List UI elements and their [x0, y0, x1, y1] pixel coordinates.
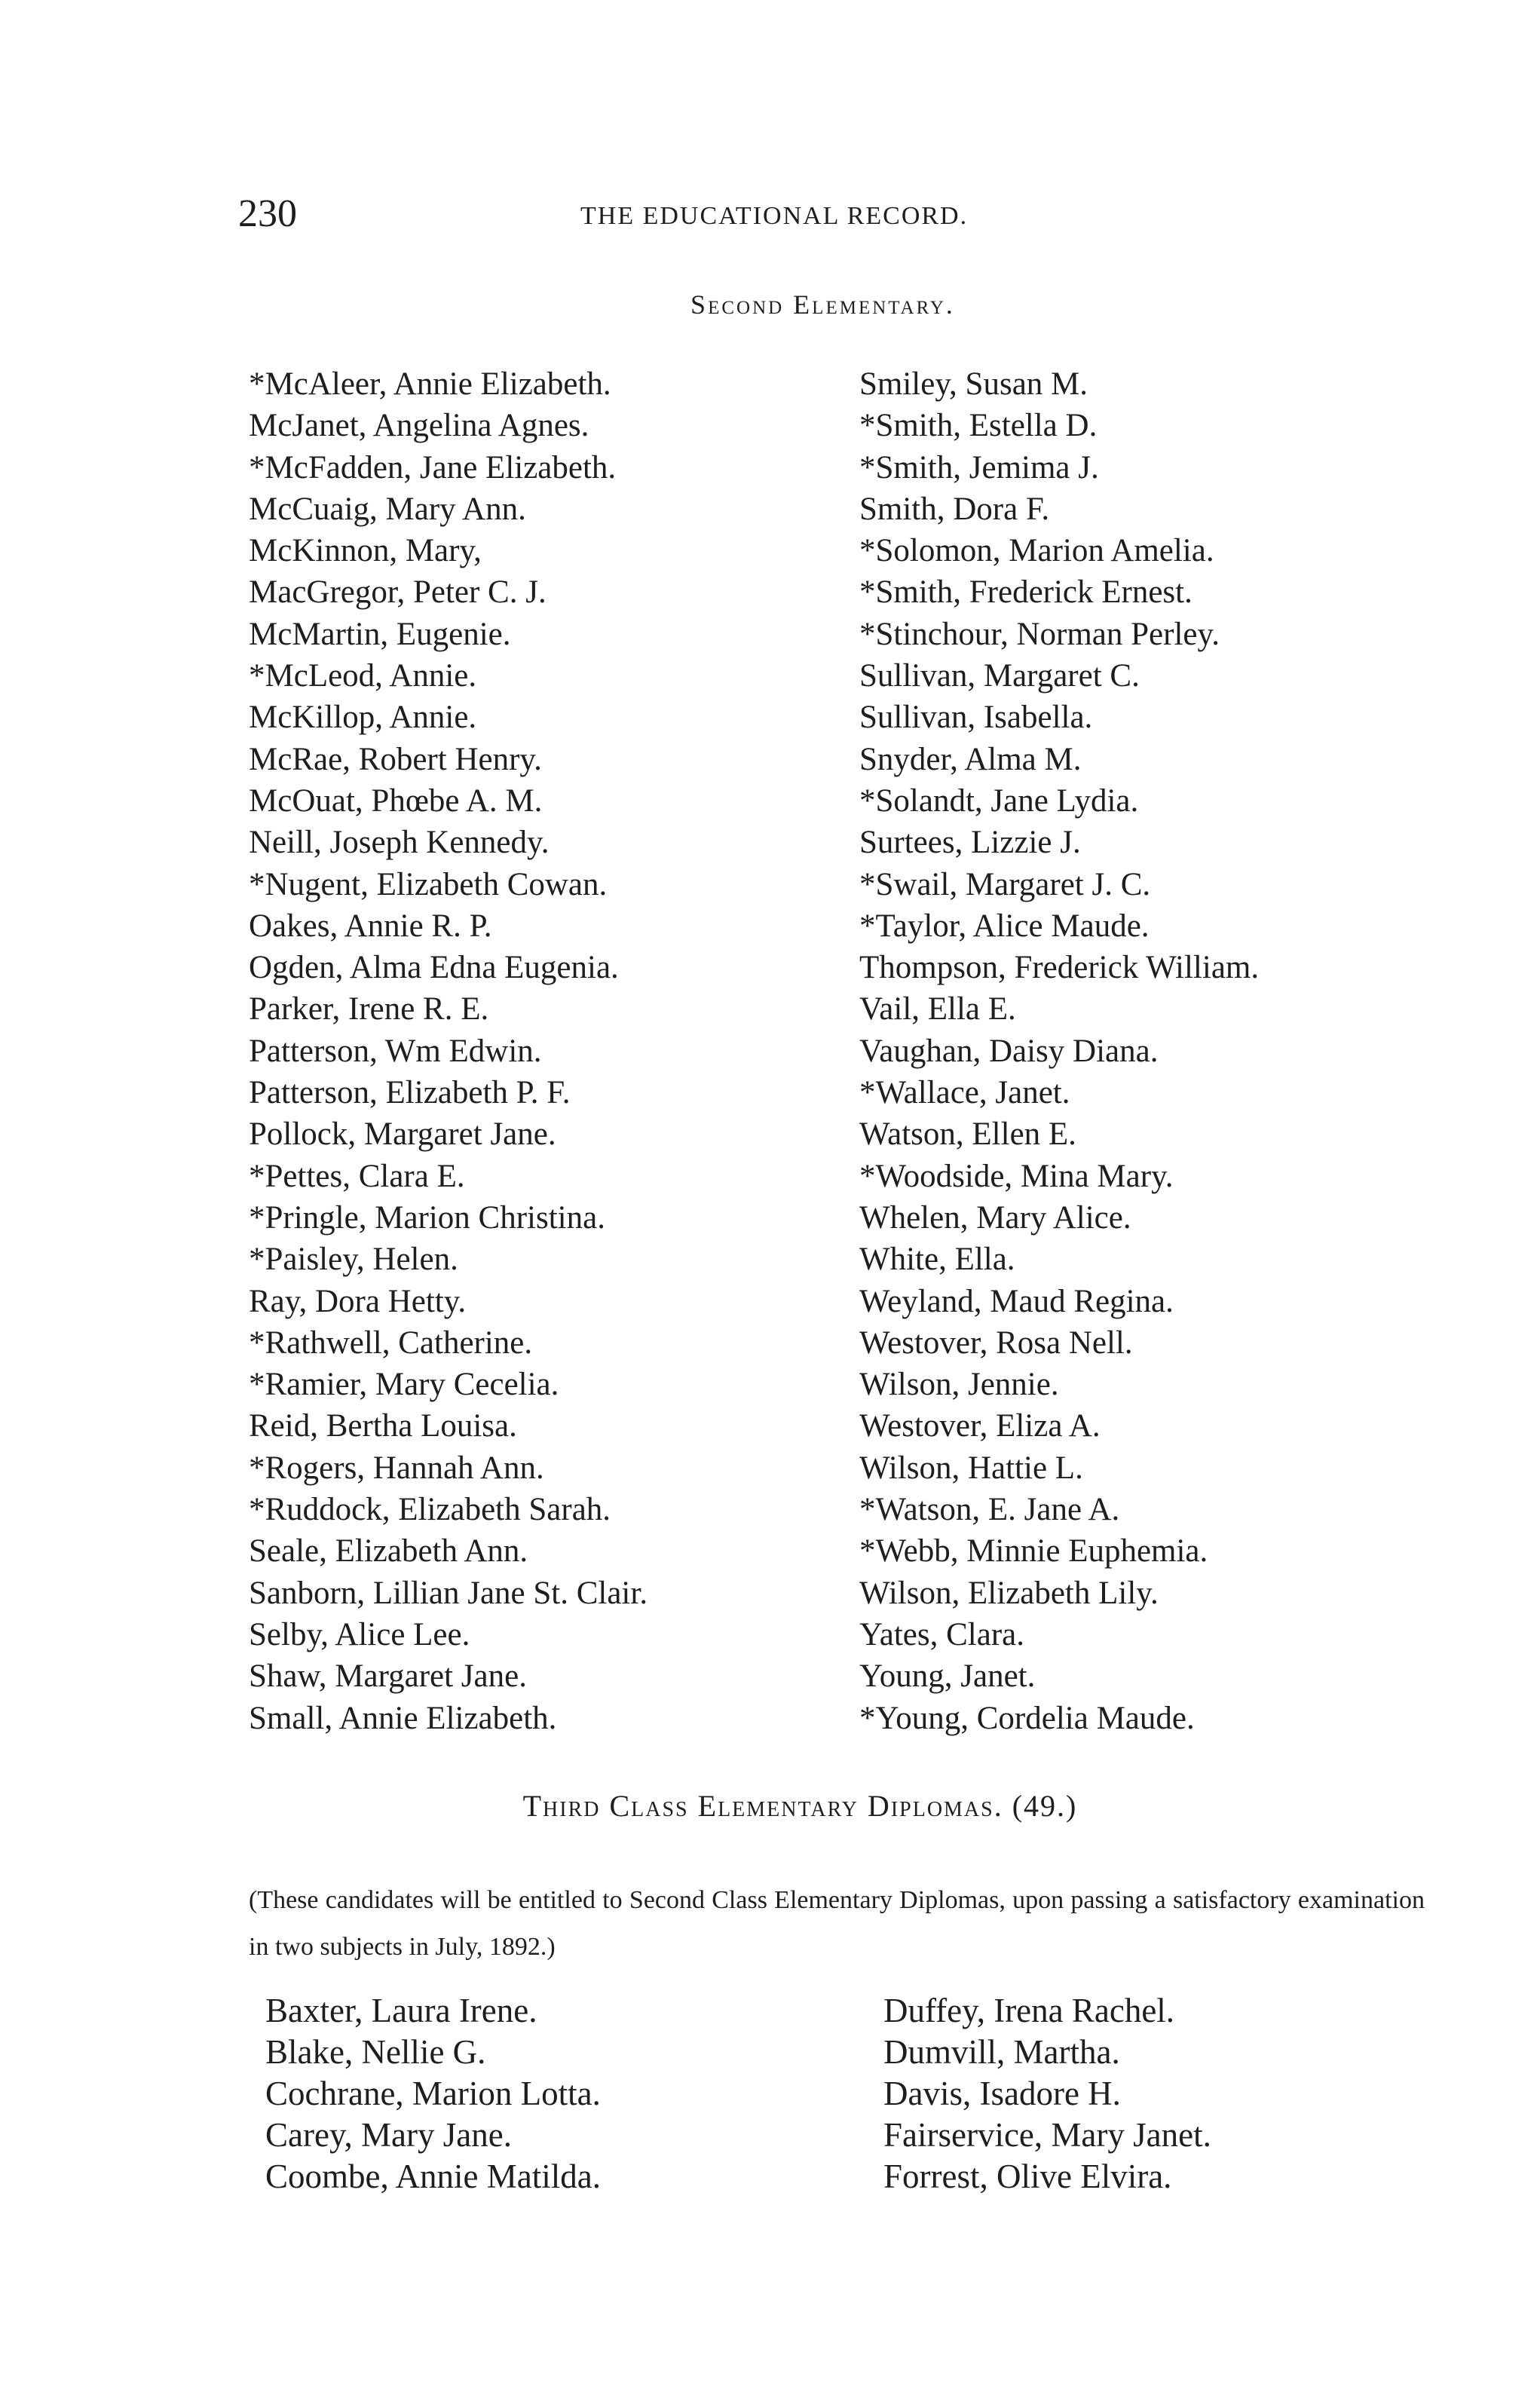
name-entry: Westover, Rosa Nell. — [859, 1325, 1133, 1361]
name-entry: McRae, Robert Henry. — [249, 741, 542, 777]
name-entry: McKinnon, Mary, — [249, 533, 482, 569]
name-entry: *Pettes, Clara E. — [249, 1158, 465, 1194]
name-entry: *Young, Cordelia Maude. — [859, 1700, 1195, 1736]
name-entry: Parker, Irene R. E. — [249, 991, 489, 1027]
name-entry: Blake, Nellie G. — [265, 2033, 486, 2071]
name-entry: McKillop, Annie. — [249, 700, 477, 736]
name-entry: Weyland, Maud Regina. — [859, 1283, 1174, 1319]
second-elementary-right-column — [859, 363, 1259, 1739]
name-entry: Pollock, Margaret Jane. — [249, 1116, 556, 1153]
section-heading-third-class: Third Class Elementary Diplomas. (49.) — [522, 1789, 1078, 1823]
name-entry: McOuat, Phœbe A. M. — [249, 782, 543, 819]
name-entry: Shaw, Margaret Jane. — [249, 1658, 527, 1695]
name-entry: *McAleer, Annie Elizabeth. — [249, 366, 611, 402]
name-entry: *Rathwell, Catherine. — [249, 1325, 533, 1361]
name-entry: Forrest, Olive Elvira. — [883, 2158, 1172, 2195]
name-entry: White, Ella. — [859, 1242, 1015, 1278]
name-entry: Wilson, Jennie. — [859, 1367, 1059, 1403]
name-entry: Small, Annie Elizabeth. — [249, 1700, 557, 1736]
name-entry: Vaughan, Daisy Diana. — [859, 1033, 1159, 1069]
name-entry: *McLeod, Annie. — [249, 658, 477, 694]
name-entry: Cochrane, Marion Lotta. — [265, 2075, 601, 2112]
name-entry: *Woodside, Mina Mary. — [859, 1158, 1174, 1194]
name-entry: Sanborn, Lillian Jane St. Clair. — [249, 1575, 648, 1611]
name-entry: *Smith, Frederick Ernest. — [859, 574, 1193, 611]
name-entry: Dumvill, Martha. — [883, 2033, 1120, 2071]
name-entry: *Stinchour, Norman Perley. — [859, 616, 1220, 652]
name-entry: Reid, Bertha Louisa. — [249, 1408, 517, 1444]
name-entry: Vail, Ella E. — [859, 991, 1016, 1027]
name-entry: Smith, Dora F. — [859, 491, 1050, 527]
name-entry: Smiley, Susan M. — [859, 366, 1088, 402]
name-entry: Sullivan, Margaret C. — [859, 658, 1140, 694]
name-entry: *Webb, Minnie Euphemia. — [859, 1533, 1208, 1570]
name-entry: Yates, Clara. — [859, 1616, 1024, 1652]
name-entry: Oakes, Annie R. P. — [249, 908, 492, 944]
name-entry: Surtees, Lizzie J. — [859, 825, 1081, 861]
name-entry: Thompson, Frederick William. — [859, 950, 1260, 986]
name-entry: *Solomon, Marion Amelia. — [859, 533, 1214, 569]
running-head: THE EDUCATIONAL RECORD. — [580, 202, 969, 230]
name-entry: McJanet, Angelina Agnes. — [249, 408, 589, 444]
name-entry: *Ruddock, Elizabeth Sarah. — [249, 1492, 611, 1528]
name-entry: Carey, Mary Jane. — [265, 2116, 512, 2154]
name-entry: Fairservice, Mary Janet. — [883, 2116, 1211, 2154]
name-entry: Ogden, Alma Edna Eugenia. — [249, 950, 619, 986]
name-entry: *Smith, Estella D. — [859, 408, 1098, 444]
name-entry: Ray, Dora Hetty. — [249, 1283, 467, 1319]
second-elementary-left-column — [249, 363, 648, 1739]
name-entry: *Ramier, Mary Cecelia. — [249, 1367, 559, 1403]
name-entry: Neill, Joseph Kennedy. — [249, 825, 550, 861]
name-entry: Selby, Alice Lee. — [249, 1616, 470, 1652]
name-entry: McMartin, Eugenie. — [249, 616, 511, 652]
section-note: (These candidates will be entitled to Second Class Elementary Diplomas, upon passing a satisfactory examination in two subjects in July, 1892.) — [249, 1886, 1425, 1961]
name-entry: Wilson, Elizabeth Lily. — [859, 1575, 1159, 1611]
section-heading-second-elementary: Second Elementary. — [690, 289, 955, 320]
name-entry: Wilson, Hattie L. — [859, 1450, 1083, 1486]
name-entry: *McFadden, Jane Elizabeth. — [249, 449, 617, 485]
name-entry: *Pringle, Marion Christina. — [249, 1199, 605, 1236]
name-entry: Patterson, Elizabeth P. F. — [249, 1075, 571, 1111]
name-entry: Sullivan, Isabella. — [859, 700, 1093, 736]
name-entry: Whelen, Mary Alice. — [859, 1199, 1131, 1236]
name-entry: Seale, Elizabeth Ann. — [249, 1533, 528, 1570]
name-entry: *Wallace, Janet. — [859, 1075, 1070, 1111]
name-entry: *Taylor, Alice Maude. — [859, 908, 1150, 944]
name-entry: Snyder, Alma M. — [859, 741, 1082, 777]
name-entry: Young, Janet. — [859, 1658, 1036, 1695]
name-entry: *Rogers, Hannah Ann. — [249, 1450, 544, 1486]
name-entry: *Solandt, Jane Lydia. — [859, 782, 1139, 819]
name-entry: Coombe, Annie Matilda. — [265, 2158, 601, 2195]
name-entry: Duffey, Irena Rachel. — [883, 1992, 1175, 2029]
name-entry: *Watson, E. Jane A. — [859, 1492, 1120, 1528]
name-entry: Baxter, Laura Irene. — [265, 1992, 537, 2029]
name-entry: *Swail, Margaret J. C. — [859, 866, 1151, 902]
name-entry: McCuaig, Mary Ann. — [249, 491, 526, 527]
name-entry: Watson, Ellen E. — [859, 1116, 1076, 1153]
page-number: 230 — [238, 192, 297, 235]
name-entry: Patterson, Wm Edwin. — [249, 1033, 542, 1069]
name-entry: *Nugent, Elizabeth Cowan. — [249, 866, 608, 902]
name-entry: MacGregor, Peter C. J. — [249, 574, 547, 611]
third-class-left-column — [265, 1990, 601, 2197]
name-entry: *Smith, Jemima J. — [859, 449, 1099, 485]
third-class-right-column — [883, 1990, 1211, 2197]
name-entry: Davis, Isadore H. — [883, 2075, 1121, 2112]
name-entry: Westover, Eliza A. — [859, 1408, 1101, 1444]
name-entry: *Paisley, Helen. — [249, 1242, 458, 1278]
